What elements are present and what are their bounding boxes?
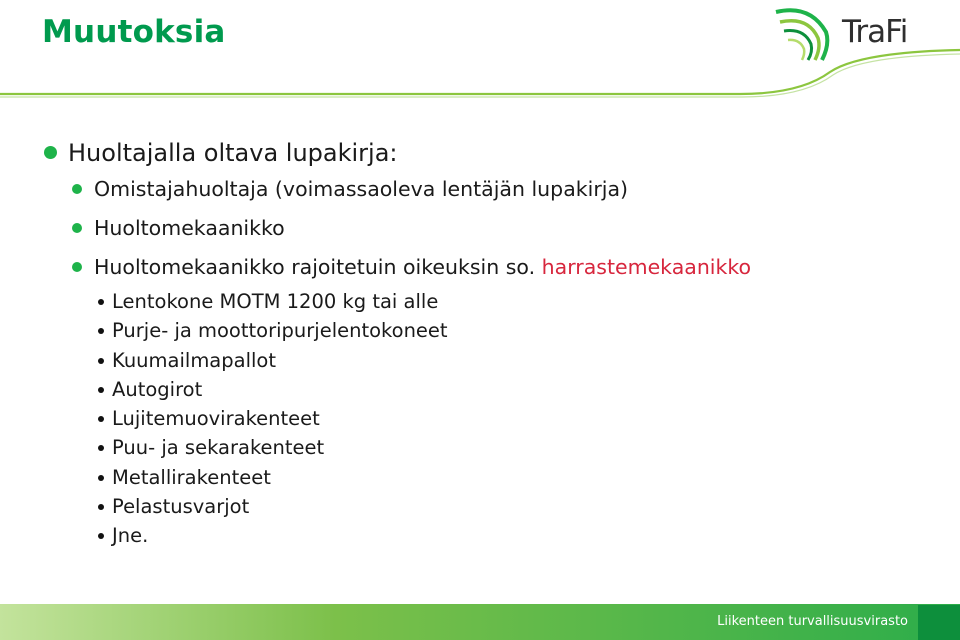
list-item-text: Autogirot bbox=[112, 377, 203, 401]
logo-text: TraFi bbox=[842, 14, 908, 50]
list-item-level3 bbox=[42, 521, 922, 550]
list-item-level3 bbox=[42, 463, 922, 492]
list-item-level1 bbox=[42, 136, 922, 170]
slide-title: Muutoksia bbox=[42, 14, 226, 50]
list-item-text: Purje- ja moottoripurjelentokoneet bbox=[112, 319, 448, 343]
list-item-level3 bbox=[42, 404, 922, 433]
bullet-icon bbox=[72, 184, 82, 194]
list-item-level3 bbox=[42, 316, 922, 345]
list-item-level3 bbox=[42, 492, 922, 521]
highlight-text: harrastemekaanikko bbox=[541, 255, 752, 279]
footer-agency-name: Liikenteen turvallisuusvirasto bbox=[717, 614, 908, 629]
list-item-text: Metallirakenteet bbox=[112, 465, 271, 489]
list-item-text: Puu- ja sekarakenteet bbox=[112, 436, 325, 460]
bullet-icon bbox=[98, 299, 104, 305]
list-item-text: Jne. bbox=[112, 524, 149, 548]
list-item-level2 bbox=[42, 209, 922, 248]
list-item-text: Lujitemuovirakenteet bbox=[112, 407, 320, 431]
list-item-text: Omistajahuoltaja (voimassaoleva lentäjän lupakirja) bbox=[94, 177, 629, 201]
list-item-text: Kuumailmapallot bbox=[112, 348, 276, 372]
bullet-icon bbox=[98, 504, 104, 510]
bullet-icon bbox=[98, 416, 104, 422]
bullet-icon bbox=[98, 533, 104, 539]
list-item-level2 bbox=[42, 248, 922, 287]
bullet-icon bbox=[72, 223, 82, 233]
bullet-icon bbox=[72, 262, 82, 272]
list-item-text: Huoltajalla oltava lupakirja: bbox=[68, 139, 398, 167]
list-item-text: Lentokone MOTM 1200 kg tai alle bbox=[112, 290, 439, 313]
list-item-text: Pelastusvarjot bbox=[112, 495, 250, 519]
bullet-icon bbox=[98, 387, 104, 393]
list-item-text: Huoltomekaanikko rajoitetuin oikeuksin so. bbox=[94, 255, 542, 279]
list-item-text: Huoltomekaanikko bbox=[94, 216, 285, 240]
bullet-icon bbox=[98, 445, 104, 451]
bullet-icon bbox=[98, 328, 104, 334]
bullet-list bbox=[42, 136, 922, 551]
list-item-level3 bbox=[42, 346, 922, 375]
list-item-level3 bbox=[42, 375, 922, 404]
footer-square bbox=[918, 605, 960, 640]
list-item-level3 bbox=[42, 287, 922, 316]
bullet-icon bbox=[44, 146, 57, 159]
bullet-icon bbox=[98, 358, 104, 364]
list-item-level3 bbox=[42, 433, 922, 462]
list-item-level2 bbox=[42, 170, 922, 209]
bullet-icon bbox=[98, 475, 104, 481]
